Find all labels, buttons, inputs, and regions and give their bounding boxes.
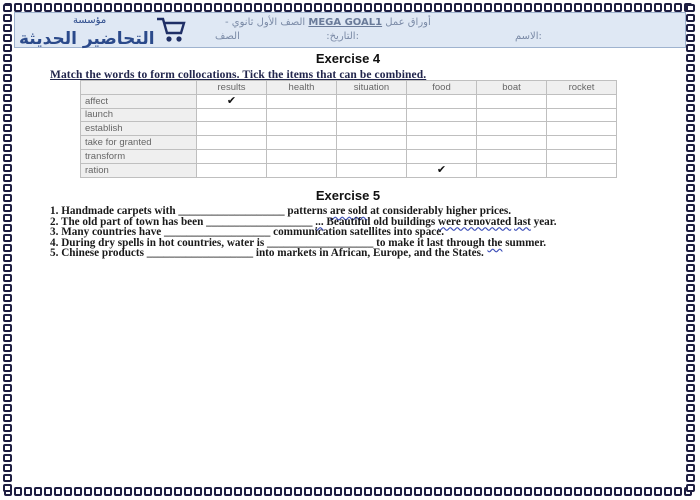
tick-cell[interactable]	[197, 136, 267, 150]
tick-cell[interactable]	[337, 122, 407, 136]
row-label: affect	[81, 94, 197, 108]
row-label: establish	[81, 122, 197, 136]
header-grade: - الصف الأول ثانوي	[225, 17, 306, 28]
table-header-row	[81, 81, 617, 95]
tick-cell[interactable]	[547, 94, 617, 108]
tick-cell[interactable]	[197, 149, 267, 163]
tick-cell[interactable]	[267, 122, 337, 136]
logo-subtitle: مؤسسة	[73, 15, 107, 26]
header-class: الصف:	[215, 31, 359, 42]
tick-cell[interactable]	[477, 149, 547, 163]
sentence-1: 1. Handmade carpets with ___________________ patterns are sold at considerably higher prices.	[50, 205, 512, 217]
row-label: transform	[81, 149, 197, 163]
sentence-4: 4. During dry spells in hot countries, water is ___________________ to make it last through the summer.	[50, 236, 547, 249]
sentence-2: 2. The old part of town has been ___________________ ... Beautiful old buildings were renovated last year.	[50, 215, 557, 228]
exercise4-title: Exercise 4	[315, 51, 381, 66]
tick-cell[interactable]	[337, 149, 407, 163]
column-header: boat	[477, 81, 547, 95]
row-label: take for granted	[81, 136, 197, 150]
tick-cell[interactable]	[547, 108, 617, 122]
column-header: health	[267, 81, 337, 95]
row-label: ration	[81, 163, 197, 177]
tick-cell[interactable]	[267, 136, 337, 150]
table-row	[81, 149, 617, 163]
header-book: MEGA GOAL1	[308, 17, 383, 28]
table-row	[81, 94, 617, 108]
tick-cell[interactable]	[407, 94, 477, 108]
tick-cell[interactable]	[267, 94, 337, 108]
table-row	[81, 108, 617, 122]
table-corner	[81, 81, 197, 95]
tick-cell[interactable]	[547, 149, 617, 163]
header-grade-line	[225, 17, 431, 28]
checkmark-icon: ✔	[226, 94, 237, 107]
tick-cell[interactable]	[547, 136, 617, 150]
tick-cell[interactable]	[197, 163, 267, 177]
tick-cell[interactable]	[267, 163, 337, 177]
table-row	[81, 136, 617, 150]
tick-cell[interactable]	[267, 108, 337, 122]
tick-cell[interactable]	[337, 163, 407, 177]
tick-cell[interactable]	[197, 122, 267, 136]
tick-cell[interactable]	[337, 136, 407, 150]
worksheet-header	[14, 12, 686, 48]
tick-cell[interactable]	[407, 149, 477, 163]
tick-cell[interactable]	[477, 108, 547, 122]
column-header: results	[197, 81, 267, 95]
header-date: التاريخ:	[326, 31, 356, 42]
sentence-3: 3. Many countries have ___________________ communication satellites into space.	[50, 226, 445, 239]
tick-cell[interactable]	[407, 122, 477, 136]
exercise4-instruction: Match the words to form collocations. Tick the items that can be combined.	[50, 69, 427, 81]
table-row	[81, 122, 617, 136]
exercise5-sentences	[50, 206, 660, 259]
tick-cell[interactable]	[477, 122, 547, 136]
tick-cell[interactable]	[547, 163, 617, 177]
table-row	[81, 163, 617, 177]
tick-cell[interactable]	[477, 94, 547, 108]
exercise5-title: Exercise 5	[315, 188, 381, 203]
tick-cell[interactable]	[197, 94, 267, 108]
tick-cell[interactable]	[337, 108, 407, 122]
header-worksheet: أوراق عمل	[385, 17, 431, 28]
column-header: situation	[337, 81, 407, 95]
collocation-table	[80, 80, 617, 178]
header-date-line	[215, 31, 359, 42]
tick-cell[interactable]	[267, 149, 337, 163]
header-name: الاسم:	[515, 31, 542, 42]
checkmark-icon: ✔	[436, 163, 447, 176]
tick-cell[interactable]	[337, 94, 407, 108]
tick-cell[interactable]	[477, 163, 547, 177]
tick-cell[interactable]	[407, 136, 477, 150]
tick-cell[interactable]	[407, 163, 477, 177]
tick-cell[interactable]	[477, 136, 547, 150]
tick-cell[interactable]	[197, 108, 267, 122]
logo-title: التحاضير الحديثة	[19, 29, 155, 49]
tick-cell[interactable]	[407, 108, 477, 122]
column-header: food	[407, 81, 477, 95]
sentence-5: 5. Chinese products ___________________ into markets in African, Europe, and the States.	[50, 247, 484, 260]
tick-cell[interactable]	[547, 122, 617, 136]
cart-icon	[155, 15, 187, 45]
column-header: rocket	[547, 81, 617, 95]
row-label: launch	[81, 108, 197, 122]
